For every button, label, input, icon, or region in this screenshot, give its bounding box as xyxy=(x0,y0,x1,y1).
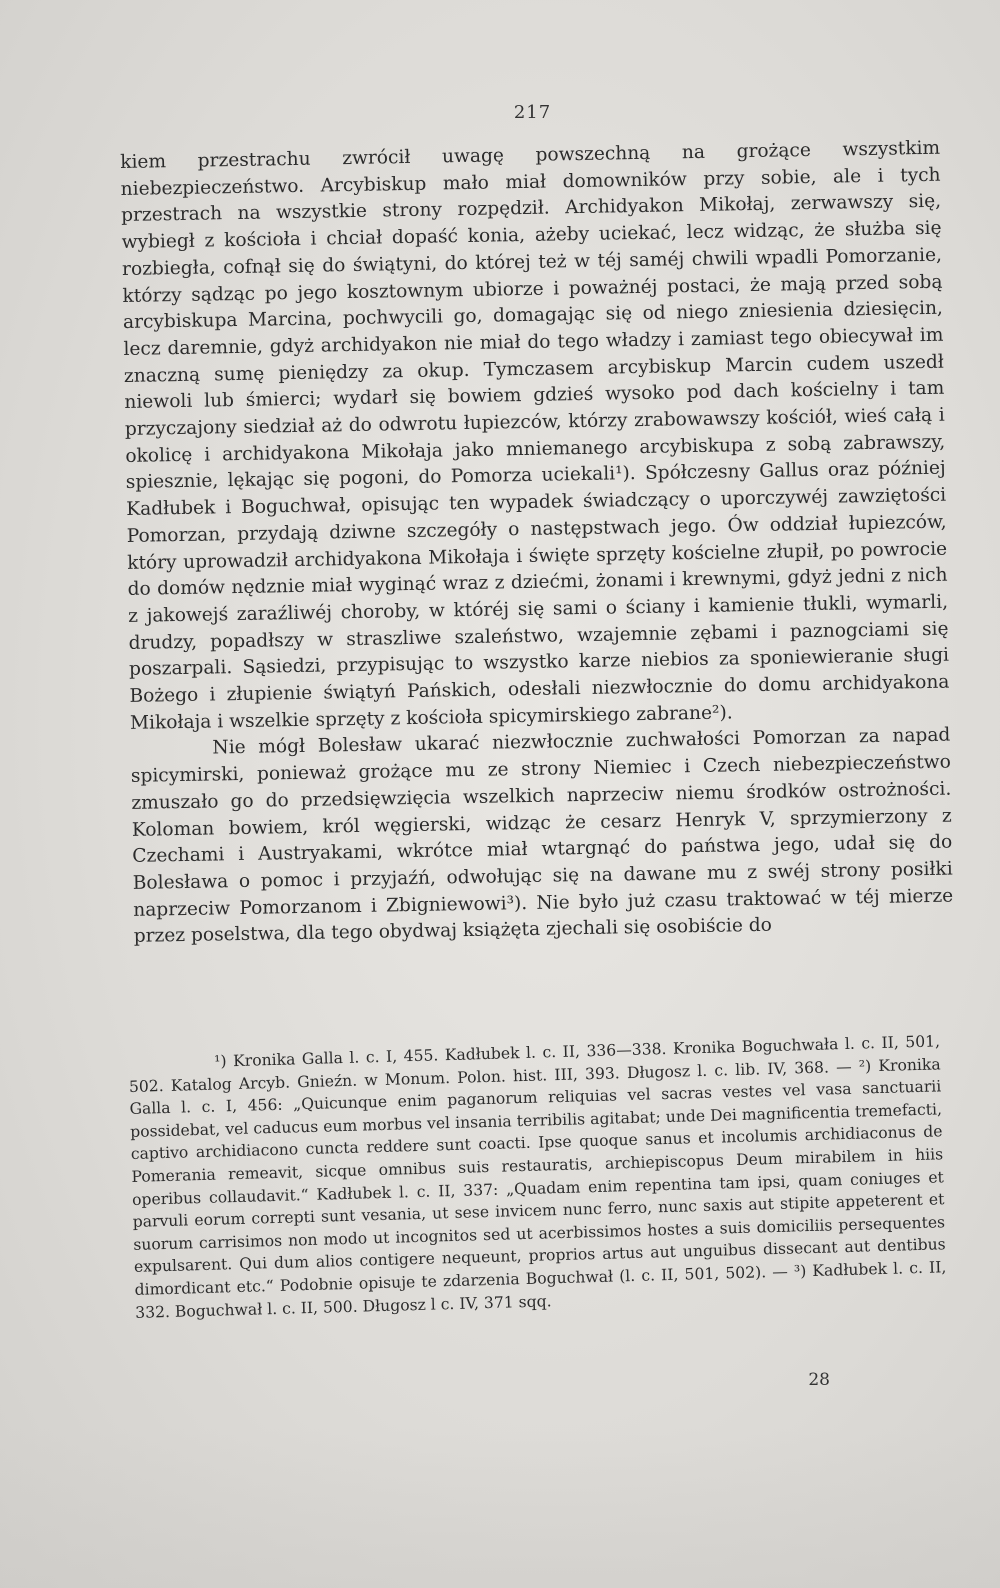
footnotes xyxy=(128,1030,947,1324)
main-text xyxy=(120,136,954,951)
paper-shading xyxy=(0,1428,1000,1588)
signature-mark: 28 xyxy=(808,1370,830,1390)
paragraph-boleslaw: Nie mógł Bolesław ukarać niezwłocznie zuchwałości Pomorzan za napad spicymirski, ponieważ grożące mu ze strony Niemiec i Czech niebezpieczeństwo zmuszało go do przedsięwzięcia wszelkich naprzeciw niemu środków ostrożności. Koloman bowiem, król węgierski, widząc że cesarz Henryk V, sprzymierzony z Czechami i Austryakami, wkrótce miał wtargnąć do państwa jego, udał się do Bolesława o pomoc i przyjaźń, odwołując się na dawane mu z swéj strony posiłki naprzeciw Pomorzanom i Zbigniewowi³). Nie było już czasu traktować w téj mierze przez poselstwa, dla tego obydwaj książęta zjechali się osobiście do xyxy=(130,725,954,948)
page-number: 217 xyxy=(513,102,552,123)
paragraph-continuation: kiem przestrachu zwrócił uwagę powszechną na grożące wszystkim niebezpieczeństwo. Arcybiskup mało miał domowników przy sobie, ale i tych przestrach na wszystkie strony rozpędził. Archidyakon Mikołaj, zerwawszy się, wybiegł z kościoła i chciał dopaść konia, ażeby uciekać, lecz widząc, że służba się rozbiegła, cofnął się do świątyni, do której też w téj saméj chwili wpadli Pomorzanie, którzy sądząc po jego kosztownym ubiorze i poważnéj postaci, że mają przed sobą arcybiskupa Marcina, pochwycili go, domagając się od niego zniesienia dziesięcin, lecz daremnie, gdyż archidyakon nie miał do tego władzy i zamiast tego obiecywał im znaczną sumę pieniędzy za okup. Tymczasem arcybiskup Marcin cudem uszedł niewoli lub śmierci; wydarł się bowiem gdzieś wysoko pod dach kościelny i tam przyczajony siedział aż do odwrotu łupiezców, którzy zrabowawszy kościół, wieś całą i okolicę i archidyakona Mikołaja jako mniemanego arcybiskupa z sobą zabrawszy, spiesznie, lękając się pogoni, do Pomorza uciekali¹). Spółczesny Gallus oraz później Kadłubek i Boguchwał, opisując ten wypadek świadczący o uporczywéj zawziętości Pomorzan, przydają dziwne szczegóły o następstwach jego. Ów oddział łupiezców, który uprowadził archidyakona Mikołaja i święte sprzęty kościelne złupił, po powrocie do domów nędznie miał wyginąć wraz z dziećmi, żonami i krewnymi, gdyż jedni z nich z jakowejś zaraźliwéj choroby, w któréj się sami o ściany i kamienie tłukli, wymarli, drudzy, popadłszy w straszliwe szaleństwo, wzajemnie zębami i paznogciami się poszarpali. Sąsiedzi, przypisując to wszystko karze niebios za sponiewieranie sługi Bożego i złupienie świątyń Pańskich, odesłali niezwłocznie do domu archidyakona Mikołaja i wszelkie sprzęty z kościoła spicymirskiego zabrane²). xyxy=(120,137,950,734)
footnote-block: ¹) Kronika Galla l. c. I, 455. Kadłubek l. c. II, 336—338. Kronika Boguchwała l. c. II, 501, 502. Katalog Arcyb. Gnieźn. w Monum. Polon. hist. III, 393. Długosz l. c. lib. IV, 368. — ²) Kronika Galla l. c. I, 456: „Quicunque enim paganorum reliquias vel sacras vestes vel vasa sanctuarii possidebat, vel caducus eum morbus vel insania terribilis agitabat; unde Dei magnificentia tremefacti, captivo archidiacono cuncta reddere sunt coacti. Ipse quoque sanus et incolumis archidiaconus de Pomerania remeavit, sicque omnibus suis restauratis, archiepiscopus Deum mirabilem in hiis operibus collaudavit.“ Kadłubek l. c. II, 337: „Quadam enim repentina tam ipsi, quam coniuges et parvuli eorum correpti sunt vesania, ut sese invicem nunc ferro, nunc saxis aut stipite appeterent et suorum carrisimos non modo ut incognitos sed ut acerbissimos hostes a suis domiciliis persequentes expulsarent. Qui dum alios contigere nequeunt, proprios artus aut unguibus dissecant aut dentibus dimordicant etc.“ Podobnie opisuje te zdarzenia Boguchwał (l. c. II, 501, 502). — ³) Kadłubek l. c. II, 332. Boguchwał l. c. II, 500. Długosz l c. IV, 371 sqq. xyxy=(128,1032,947,1322)
